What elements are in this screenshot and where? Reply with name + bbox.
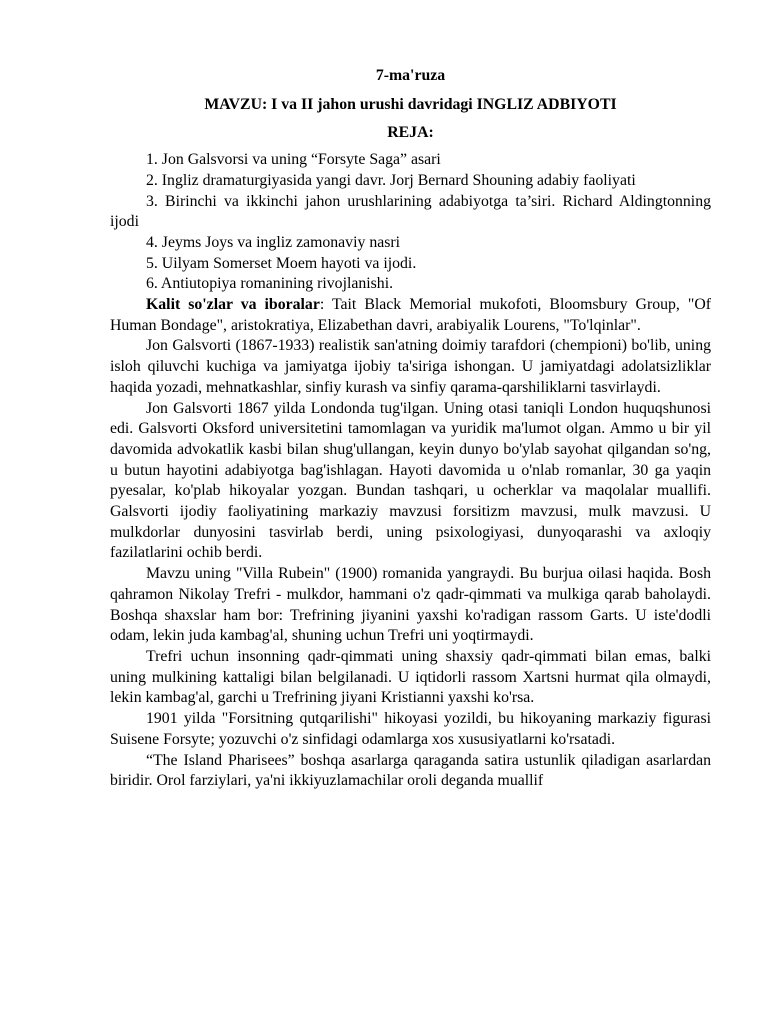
keywords-label: Kalit so'zlar va iboralar <box>146 296 320 314</box>
plan-list <box>110 150 711 295</box>
plan-item: 4. Jeyms Joys va ingliz zamonaviy nasri <box>146 233 401 251</box>
keywords-paragraph <box>110 295 711 336</box>
plan-heading: REJA: <box>387 124 434 142</box>
plan-item: 2. Ingliz dramaturgiyasida yangi davr. Jorj Bernard Shouning adabiy faoliyati <box>146 171 636 189</box>
body-paragraph: “The Island Pharisees” boshqa asarlarga qaraganda satira ustunlik qiladigan asarlardan biridir. Orol farziylari, ya'ni ikkiyuzlamachilar oroli deganda muallif <box>110 751 711 790</box>
lecture-topic: MAVZU: I va II jahon urushi davridagi INGLIZ ADBIYOTI <box>204 95 617 113</box>
body-paragraph: Mavzu uning "Villa Rubein" (1900) romanida yangraydi. Bu burjua oilasi haqida. Bosh qahramon Nikolay Trefri - mulkdor, hammani o'z qadr-qimmati va mulkiga qarab baholaydi. Boshqa shaxslar ham bor: Trefrining jiyanini yaxshi ko'radigan rassom Garts. U iste'dodli odam, lekin juda kambag'al, shuning uchun Trefri uni yoqtirmaydi. <box>110 565 711 645</box>
plan-item: 5. Uilyam Somerset Moem hayoti va ijodi. <box>146 254 417 272</box>
plan-item: 3. Birinchi va ikkinchi jahon urushlarining adabiyotga ta’siri. Richard Aldingtonning ijodi <box>110 192 711 231</box>
plan-item: 1. Jon Galsvorsi va uning “Forsyte Saga” asari <box>146 151 441 169</box>
document-page <box>110 66 711 792</box>
keywords-text: : Tait Black Memorial mukofoti, Bloomsbury Group, "Of Human Bondage", aristokratiya, Elizabethan davri, arabiyalik Lourens, "To'lqinlar". <box>110 296 711 334</box>
plan-item: 6. Antiutopiya romanining rivojlanishi. <box>146 275 394 293</box>
lecture-number: 7-ma'ruza <box>375 67 446 84</box>
body-paragraph: Trefri uchun insonning qadr-qimmati uning shaxsiy qadr-qimmati bilan emas, balki uning mulkining kattaligi bilan belgilanadi. U iqtidorli rassom Xartsni hurmat qila olmaydi, lekin kambag'al, garchi u Trefrining jiyani Kristianni yaxshi ko'rsa. <box>110 647 711 707</box>
body-paragraph: Jon Galsvorti 1867 yilda Londonda tug'ilgan. Uning otasi taniqli London huquqshunosi edi. Galsvorti Oksford universitetini tamomlagan va yuridik ma'lumot olgan. Ammo u bir yil davomida advokatlik kasbi bilan shug'ullangan, keyin dunyo bo'ylab sayohat qilgandan so'ng, u butun hayotini adabiyotga bag'ishlagan. Hayoti davomida u o'nlab romanlar, 30 ga yaqin pyesalar, ko'plab hikoyalar yozgan. Bundan tashqari, u ocherklar va maqolalar muallifi. Galsvorti ijodiy faoliyatining markaziy mavzusi forsitizm mavzusi, mulk mavzusi. U mulkdorlar dunyosini tasvirlab berdi, uning psixologiyasi, dunyoqarashi va axloqiy fazilatlarini ochib berdi. <box>110 399 711 562</box>
body-paragraph: Jon Galsvorti (1867-1933) realistik san'atning doimiy tarafdori (chempioni) bo'lib, uning isloh qiluvchi kuchiga va jamiyatga ijobiy ta'siriga ishongan. U jamiyatdagi adolatsizliklar haqida yozadi, mehnatkashlar, sinfiy kurash va sinfiy qarama-qarshiliklarni tasvirlaydi. <box>110 337 711 396</box>
body-paragraph: 1901 yilda "Forsitning qutqarilishi" hikoyasi yozildi, bu hikoyaning markaziy figurasi Suisene Forsyte; yozuvchi o'z sinfidagi odamlarga xos xususiyatlarni ko'rsatadi. <box>110 710 711 748</box>
